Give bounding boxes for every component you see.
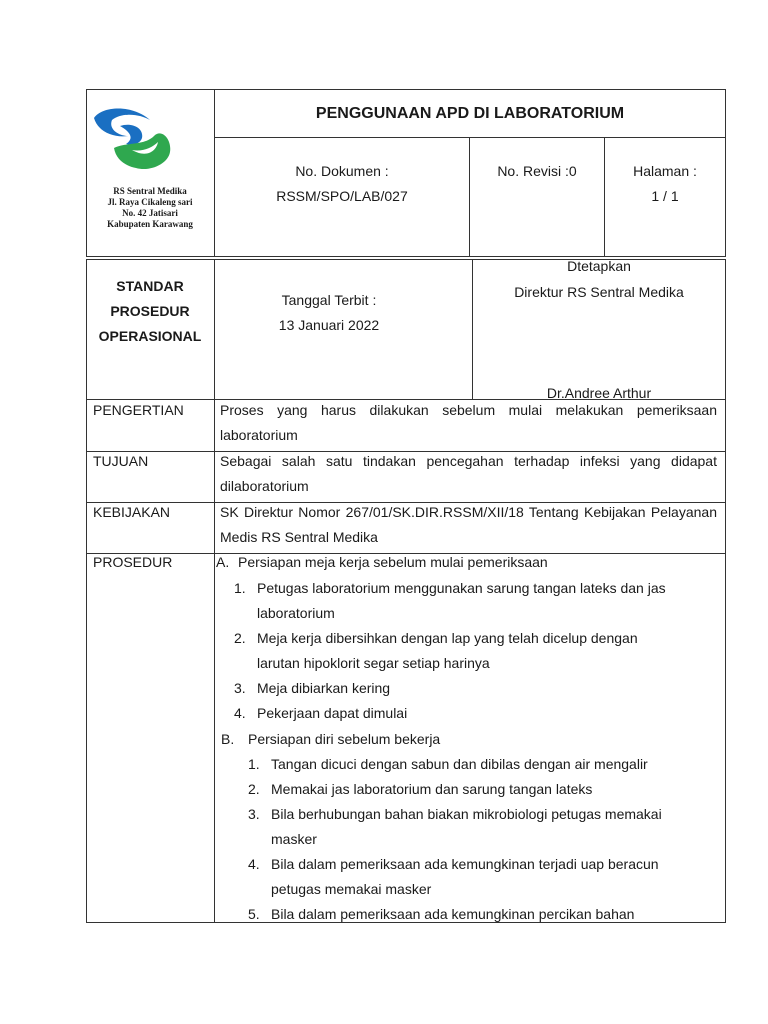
kebijakan-text: SK Direktur Nomor 267/01/SK.DIR.RSSM/XII/18 Tentang Kebijakan Pelayanan Medis RS Sentral Medika bbox=[220, 504, 717, 545]
list-item-number: 2. bbox=[234, 630, 246, 646]
list-item-number: 2. bbox=[248, 781, 260, 797]
doc-number-value: RSSM/SPO/LAB/027 bbox=[276, 188, 408, 204]
director-name: Dr.Andree Arthur bbox=[546, 385, 652, 401]
list-item-number: 1. bbox=[248, 756, 260, 772]
revision-number: No. Revisi :0 bbox=[497, 163, 577, 179]
hospital-name: RS Sentral Medika bbox=[113, 186, 187, 196]
list-item-text: Pekerjaan dapat dimulai bbox=[257, 705, 408, 721]
list-item-text: Tangan dicuci dengan sabun dan dibilas dengan air mengalir bbox=[271, 756, 648, 772]
list-item-text: Meja kerja dibersihkan dengan lap yang telah dicelup dengan bbox=[257, 630, 638, 646]
doc-number-label: No. Dokumen : bbox=[295, 163, 389, 179]
document-title: PENGGUNAAN APD DI LABORATORIUM bbox=[315, 105, 625, 122]
list-item-number: 4. bbox=[234, 705, 246, 721]
issued-date: 13 Januari 2022 bbox=[278, 317, 380, 333]
sop-line-1: STANDAR bbox=[116, 278, 184, 294]
sop-heading bbox=[86, 274, 214, 349]
hospital-info bbox=[86, 186, 214, 230]
set-by-label: Dtetapkan bbox=[567, 258, 631, 274]
list-item-number: 3. bbox=[234, 680, 246, 696]
list-item-text: Meja dibiarkan kering bbox=[257, 680, 391, 696]
director-title: Direktur RS Sentral Medika bbox=[514, 284, 684, 300]
list-item-text-cont: laboratorium bbox=[257, 605, 335, 621]
issued-label: Tanggal Terbit : bbox=[281, 292, 377, 308]
list-item-text: Memakai jas laboratorium dan sarung tangan lateks bbox=[271, 781, 593, 797]
hospital-logo-icon bbox=[92, 106, 174, 172]
prosedur-label: PROSEDUR bbox=[93, 554, 173, 570]
section-a-title: Persiapan meja kerja sebelum mulai pemeriksaan bbox=[238, 554, 548, 570]
sop-line-3: OPERASIONAL bbox=[98, 328, 202, 344]
list-item-text-cont: petugas memakai masker bbox=[271, 881, 432, 897]
section-a-marker: A. bbox=[216, 554, 230, 570]
hospital-address-2: No. 42 Jatisari bbox=[122, 208, 178, 218]
list-item-number: 4. bbox=[248, 856, 260, 872]
tujuan-text: Sebagai salah satu tindakan pencegahan terhadap infeksi yang didapat dilaboratorium bbox=[220, 453, 717, 494]
list-item-text: Petugas laboratorium menggunakan sarung tangan lateks dan jas bbox=[257, 580, 666, 596]
list-item-text-cont: larutan hipoklorit segar setiap harinya bbox=[257, 655, 490, 671]
list-item-text: Bila dalam pemeriksaan ada kemungkinan terjadi uap beracun bbox=[271, 856, 659, 872]
list-item-number: 1. bbox=[234, 580, 246, 596]
list-item-text: Bila berhubungan bahan biakan mikrobiologi petugas memakai bbox=[271, 806, 662, 822]
list-item-number: 3. bbox=[248, 806, 260, 822]
list-item-number: 5. bbox=[248, 906, 260, 922]
kebijakan-label: KEBIJAKAN bbox=[93, 504, 171, 520]
page-label: Halaman : bbox=[633, 163, 697, 179]
hospital-address-3: Kabupaten Karawang bbox=[107, 219, 193, 229]
page-value: 1 / 1 bbox=[651, 188, 679, 204]
section-b-title: Persiapan diri sebelum bekerja bbox=[248, 731, 441, 747]
list-item-text: Bila dalam pemeriksaan ada kemungkinan percikan bahan bbox=[271, 906, 635, 922]
pengertian-text: Proses yang harus dilakukan sebelum mulai melakukan pemeriksaan laboratorium bbox=[220, 402, 717, 443]
hospital-logo bbox=[92, 106, 174, 172]
sop-line-2: PROSEDUR bbox=[110, 303, 190, 319]
list-item-text-cont: masker bbox=[271, 831, 317, 847]
tujuan-label: TUJUAN bbox=[93, 453, 149, 469]
pengertian-label: PENGERTIAN bbox=[93, 402, 184, 418]
hospital-address-1: Jl. Raya Cikaleng sari bbox=[107, 197, 193, 207]
section-b-marker: B. bbox=[221, 731, 235, 747]
